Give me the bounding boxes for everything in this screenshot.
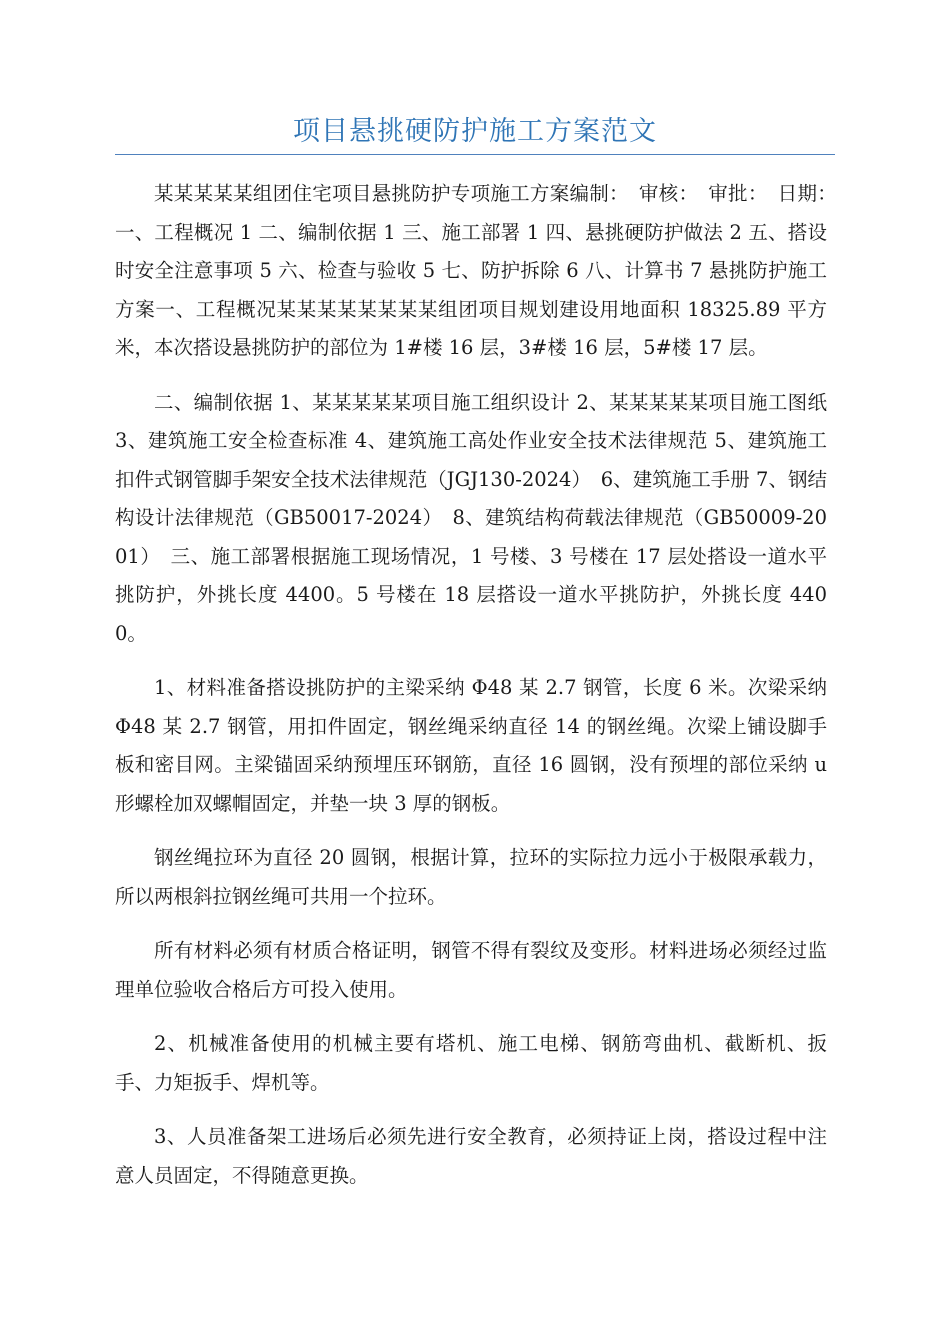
paragraph-materials: 1、材料准备搭设挑防护的主梁采纳 Φ48 某 2.7 钢管，长度 6 米。次梁采纳 Φ48 某 2.7 钢管，用扣件固定，钢丝绳采纳直径 14 的钢丝绳。次梁上铺设脚手板和密目网。主梁锚固采纳预埋压环钢筋，直径 16 圆钢，没有预埋的部位采纳 u 形螺栓加双螺帽固定，并垫一块 3 厚的钢板。 (115, 676, 827, 815)
paragraph-material-certification: 所有材料必须有材质合格证明，钢管不得有裂纹及变形。材料进场必须经过监理单位验收合格后方可投入使用。 (115, 939, 827, 1001)
paragraph-basis-deployment: 二、编制依据 1、某某某某某项目施工组织设计 2、某某某某某项目施工图纸 3、建筑施工安全检查标准 4、建筑施工高处作业安全技术法律规范 5、建筑施工扣件式钢管脚手架安全技术法律规范（JGJ130-2024） 6、建筑施工手册 7、钢结构设计法律规范（GB50017-2024） 8、建筑结构荷载法律规范（GB50009-2001） 三、施工部署根据施工现场情况，1 号楼、3 号楼在 17 层处搭设一道水平挑防护，外挑长度 4400。5 号楼在 18 层搭设一道水平挑防护，外挑长度 4400。 (115, 390, 827, 645)
paragraph-machinery: 2、机械准备使用的机械主要有塔机、施工电梯、钢筋弯曲机、截断机、扳手、力矩扳手、焊机等。 (115, 1032, 827, 1094)
paragraph-wire-rope-ring: 钢丝绳拉环为直径 20 圆钢，根据计算，拉环的实际拉力远小于极限承载力，所以两根斜拉钢丝绳可共用一个拉环。 (115, 846, 827, 908)
title-underline (115, 154, 835, 155)
document-title: 项目悬挑硬防护施工方案范文 (293, 116, 657, 147)
paragraph-overview: 某某某某某组团住宅项目悬挑防护专项施工方案编制： 审核： 审批： 日期： 一、工程概况 1 二、编制依据 1 三、施工部署 1 四、悬挑硬防护做法 2 五、搭设时安全注意事项 5 六、检查与验收 5 七、防护拆除 6 八、计算书 7 悬挑防护施工方案一、工程概况某某某某某某某某组团项目规划建设用地面积 18325.89 平方米，本次搭设悬挑防护的部位为 1#楼 16 层，3#楼 16 层，5#楼 17 层。 (115, 182, 847, 359)
document-body (115, 175, 847, 1211)
paragraph-personnel: 3、人员准备架工进场后必须先进行安全教育，必须持证上岗，搭设过程中注意人员固定，不得随意更换。 (115, 1125, 827, 1187)
